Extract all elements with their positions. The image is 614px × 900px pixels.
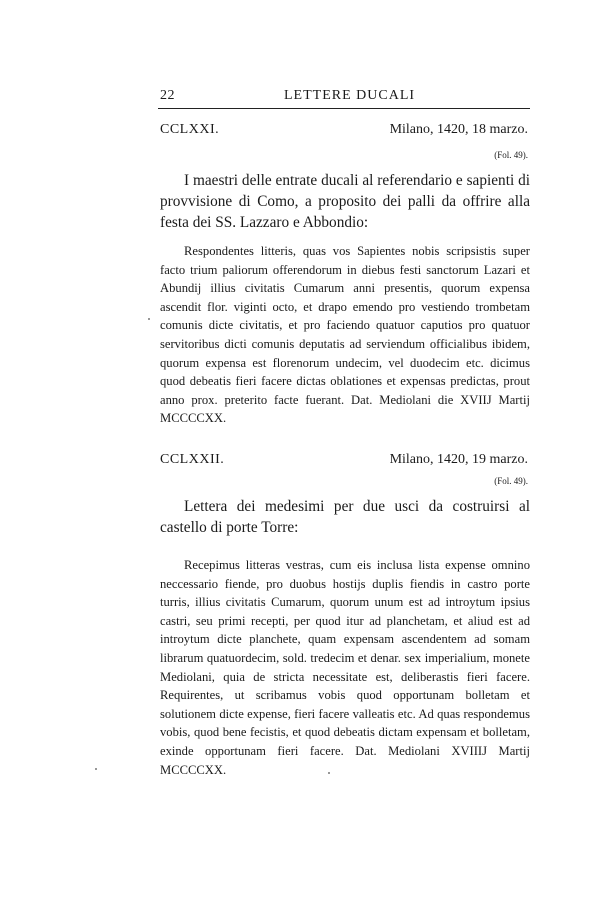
paper-speck: [328, 772, 330, 774]
page-header: [158, 86, 530, 109]
entry-date: Milano, 1420, 19 marzo.: [389, 452, 528, 467]
paper-speck: [95, 768, 97, 770]
entry-number: CCLXXI.: [160, 122, 220, 137]
entry-text: Respondentes litteris, quas vos Sapientes nobis scripsistis super facto trium paliorum offerendorum in diebus festi sanctorum Lazari et Abundij illius civitatis Cumarum anni presentis, quorum expensa ascendit flor. viginti octo, et drapo emendo pro vestiendo trombetam comunis dicte civitatis, et pro faciendo quatuor caputios pro quatuor servitoribus dicti comunis deputatis ad serviendum officialibus ibidem, quorum expensa est florenorum undecim, vel duodecim etc. dicimus quod debeatis fieri facere dictas oblationes et expensas predictas, prout anno prox. preterito facte fuerant. Dat. Mediolani die XVIIJ Martij MCCCCXX.: [160, 244, 530, 426]
entry-number: CCLXXII.: [160, 452, 225, 467]
entry-summary: Lettera dei medesimi per due usci da costruirsi al castello di porte Torre:: [160, 498, 530, 536]
page-number: 22: [160, 88, 175, 103]
paper-speck: [148, 318, 150, 320]
entry-text: Recepimus litteras vestras, cum eis inclusa lista expense omnino neccessario fiende, pro duobus hostijs duplis fiendis in castro porte turris, illius civitatis Cumarum, quorum unum est ad introytum ipsius castri, seu primi recepti, per quod itur ad planchetam, et aliud est ad introytum dicte planchete, quam expensam ascendentem ad somam librarum quatuordecim, sold. tredecim et denar. sex imperialium, monete Mediolani, quia de stricta necessitate est, deliberastis fieri facere. Requirentes, ut scribamus vobis quod opportunam bolletam et solutionem dicte expense, fieri facere valleatis etc. Ad quas respondemus vobis, quod bene fecistis, et quod debeatis dictam expensam et bolletam, exinde opportunam fieri facere. Dat. Mediolani XVIIIJ Martij MCCCCXX.: [160, 558, 530, 777]
folio-reference: (Fol. 49).: [494, 476, 528, 486]
entry-summary: I maestri delle entrate ducali al referendario e sapienti di provvisione di Como, a proposito dei palli da offrire alla festa dei SS. Lazzaro e Abbondio:: [160, 172, 530, 231]
entry-date: Milano, 1420, 18 marzo.: [389, 122, 528, 137]
folio-reference: (Fol. 49).: [494, 150, 528, 160]
running-title: LETTERE DUCALI: [284, 88, 416, 103]
